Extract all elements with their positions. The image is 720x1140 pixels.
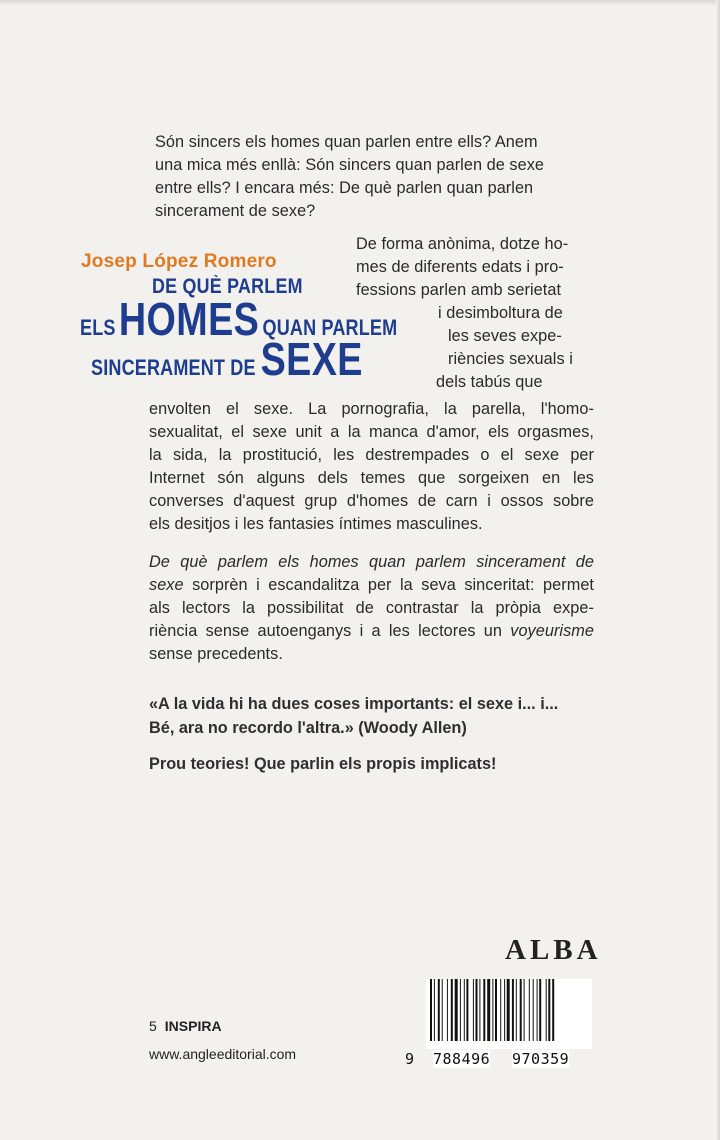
barcode-bar [533,979,534,1041]
cover-edge-shadow-right [716,0,720,1140]
main-line: converses d'aquest grup d'homes de carn i ossos sobre [149,492,594,510]
barcode-bar [483,979,485,1041]
barcode-bar [455,979,458,1041]
barcode-digit-first: 9 [405,1050,415,1068]
title-line-3 [91,333,363,385]
barcode-bar [548,979,550,1041]
publisher-website: www.angleeditorial.com [149,1046,297,1062]
title-quan-parlem: QUAN PARLEM [262,315,398,340]
barcode-bar [438,979,440,1041]
second-paragraph [149,551,594,666]
barcode-bar [537,979,538,1041]
quote-line: Bé, ara no recordo l'altra.» (Woody Allen) [149,719,467,737]
barcode-bar [487,979,490,1041]
barcode-bar [464,979,465,1041]
barcode-bar [529,979,530,1041]
tagline: Prou teories! Que parlin els propis implicats! [149,755,497,773]
title-homes: HOMES [118,293,260,345]
barcode-bar [479,979,480,1041]
barcode-bar [516,979,517,1041]
barcode-bar [504,979,505,1041]
barcode-digits-right: 970359 [512,1050,570,1068]
barcode-bar [500,979,501,1041]
barcode-bar [507,979,510,1041]
barcode-bar [512,979,514,1041]
barcode-bar [552,979,554,1041]
intro-line: entre ells? I encara més: De què parlen quan parlen [155,179,534,197]
series-name: INSPIRA [164,1018,222,1034]
barcode-bar [546,979,547,1041]
title-sincerament: SINCERAMENT DE [91,355,256,380]
second-line [149,620,594,643]
barcode-bar [430,979,432,1041]
side-line: mes de diferents edats i pro- [356,258,564,276]
intro-line: una mica més enllà: Són sincers quan parlen de sexe [155,156,544,174]
barcode-bar [492,979,493,1041]
publisher-logo: ALBA [505,934,602,966]
series-label [149,1018,222,1034]
main-line: els desitjos i les fantasies íntimes masculines. [149,515,483,533]
barcode-bar [524,979,525,1041]
barcode-bar [520,979,522,1041]
intro-line: sincerament de sexe? [155,202,316,220]
side-paragraph [356,233,596,394]
second-line [149,574,594,597]
barcode-bar [451,979,453,1041]
barcode-bar [539,979,541,1041]
cover-edge-shadow [0,0,720,6]
side-line: De forma anònima, dotze ho- [356,235,569,253]
second-line-text: riència sense autoenganys i a les lectores un [149,622,511,640]
main-line: Internet són alguns dels temes que sorgeixen en les [149,469,594,487]
main-line: envolten el sexe. La pornografia, la parella, l'homo- [149,400,594,418]
barcode-bar [473,979,474,1041]
title-els: ELS [80,315,116,340]
barcode-bar [495,979,497,1041]
barcode-bar [442,979,443,1041]
quote-line: «A la vida hi ha dues coses importants: el sexe i... i... [149,695,559,713]
side-line: dels tabús que [436,373,543,391]
barcode-bar [460,979,461,1041]
barcode-bar [434,979,435,1041]
title-sexe: SEXE [260,333,363,385]
intro-paragraph [155,131,595,223]
intro-line: Són sincers els homes quan parlen entre ells? Anem [155,133,538,151]
side-line: fessions parlen amb serietat [356,281,562,299]
quote [149,692,594,740]
side-line: les seves expe- [448,327,562,345]
side-line: i desimboltura de [438,304,563,322]
series-number: 5 [149,1018,157,1034]
barcode-bar [447,979,448,1041]
main-paragraph [149,398,594,536]
author-name: Josep López Romero [81,251,277,272]
second-line: als lectors la possibilitat de contrastar la pròpia expe- [149,599,594,617]
barcode-bar [466,979,468,1041]
isbn-barcode [426,979,592,1049]
main-line: sexualitat, el sexe unit a la manca d'amor, els orgasmes, [149,423,594,441]
barcode-digits-left: 788496 [433,1050,491,1068]
second-line: sense precedents. [149,645,283,663]
book-title-italic-end: sexe [149,576,184,594]
barcode-bar [476,979,478,1041]
book-title-italic: De què parlem els homes quan parlem sincerament de [149,553,594,571]
second-line-text: sorprèn i escandalitza per la seva sinceritat: permet [183,576,594,594]
side-line: riències sexuals i [448,350,573,368]
main-line: la sida, la prostitució, les destrempades o el sexe per [149,446,594,464]
second-line [149,551,594,574]
voyeurisme-italic: voyeurisme [510,622,594,640]
title-line-1: DE QUÈ PARLEM [152,275,303,298]
barcode-bars [428,979,590,1041]
